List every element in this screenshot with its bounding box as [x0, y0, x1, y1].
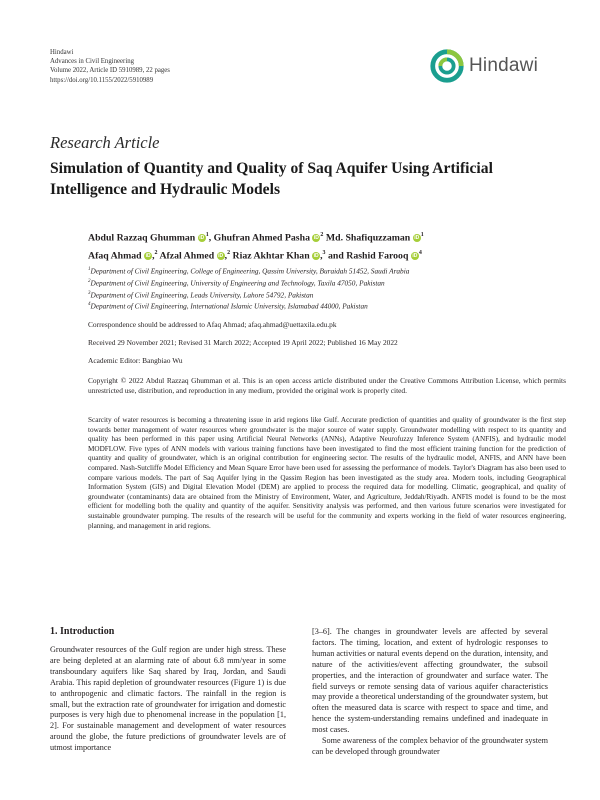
author-affiliation-number: 4: [418, 249, 422, 256]
author-connector: and: [328, 250, 344, 262]
academic-editor: Academic Editor: Bangbiao Wu: [88, 356, 183, 365]
affiliation-text: Department of Civil Engineering, International Islamic University, Islamabad 44000, Pakistan: [90, 301, 368, 311]
orcid-icon[interactable]: iD: [313, 253, 319, 260]
affiliation-text: Department of Civil Engineering, University of Engineering and Technology, Taxila 47050, Pakistan: [90, 278, 385, 288]
author-affiliation-number: 2: [320, 232, 324, 238]
copyright-notice: Copyright © 2022 Abdul Razzaq Ghumman et al. This is an open access article distributed under the Creative Commons Attribution License, which permits unrestricted use, distribution, and reproduction in any medium, provided the original work is properly cited.: [88, 376, 566, 395]
affiliation-text: Department of Civil Engineering, Leads University, Lahore 54792, Pakistan: [90, 290, 314, 300]
affiliation-number: 4: [88, 302, 91, 308]
affiliation-item: [88, 277, 568, 289]
hindawi-logo-icon: [428, 47, 466, 85]
orcid-icon[interactable]: iD: [414, 235, 420, 242]
affiliation-number: 1: [88, 267, 91, 272]
abstract-text: Scarcity of water resources is becoming a threatening issue in arid regions like Gulf. Accurate prediction of quantities and quality of groundwater is the first step towards better management of water resources where groundwater is the major source of water supply. Groundwater modelling with respect to its quantity and quality has been performed in this paper using Artificial Neural Networks (ANNs), Adaptive Neurofuzzy Inference System (ANFIS), and hydraulic model MODFLOW. Five types of ANN models with various training functions have been investigated to find the most efficient training function for the prediction of quantity and quality of groundwater, which is an original contribution for engineering sector. The results of the hydraulic model, ANFIS, and ANN have been compared. Nash-Sutcliffe Model Efficiency and Mean Square Error have been used for assessing the performance of models. Taylor's Diagram has also been used to compare various models. The part of Saq Aquifer lying in the Qassim Region has been investigated as the study area. Modern tools, including Geographical Information System (GIS) and Digital Elevation Model (DEM) are applied to process the required data for modelling. Climatic, geographical, and quality of groundwater (contaminants) data are obtained from the Ministry of Environment, Water, and Agriculture, Jeddah/Riyadh. ANFIS model is found to be the most efficient for modelling both the quality and quantity of the aquifer. Sensitivity analysis was performed, and then various future scenarios were investigated for sustainable groundwater pumping. The results of the research will be useful for the community and experts working in the field of water resources engineering, planning, and management in arid regions.: [88, 416, 566, 530]
orcid-icon[interactable]: iD: [199, 235, 205, 242]
affiliation-number: 2: [88, 278, 91, 284]
section-heading-introduction: 1. Introduction: [50, 626, 115, 637]
body-column-left: [50, 645, 286, 754]
affiliation-item: [88, 265, 568, 277]
journal-publisher: Hindawi: [50, 49, 74, 56]
author-name[interactable]: Riaz Akhtar Khan: [232, 250, 310, 262]
author-name[interactable]: Afaq Ahmad: [88, 250, 142, 262]
hindawi-logo[interactable]: [428, 47, 560, 85]
affiliation-number: 3: [88, 290, 91, 296]
affiliations: [88, 265, 568, 312]
article-type: Research Article: [50, 133, 160, 152]
orcid-icon[interactable]: iD: [313, 235, 319, 242]
author-affiliation-number: 1: [205, 232, 209, 238]
author-name[interactable]: Rashid Farooq: [346, 250, 409, 262]
body-paragraph: Some awareness of the complex behavior of the groundwater system can be developed through groundwater: [312, 736, 548, 756]
author-list: Abdul Razzaq Ghumman $iD^1$, Ghufran Ahmed Pasha $iD^2$ Md. Shafiquzzaman $iD^1$ Afaq Ahmad iD ,$^2$ Afzal Ahmed iD ,$^2$ Riaz Akhtar Khan iD ,$^3$ and Rashid Farooq $iD^4$: [88, 232, 424, 262]
journal-doi[interactable]: https://doi.org/10.1155/2022/5910989: [50, 76, 154, 84]
body-column-right: [312, 627, 548, 758]
author-name[interactable]: Abdul Razzaq Ghumman: [88, 232, 196, 244]
body-paragraph: Groundwater resources of the Gulf region are under high stress. These are being depleted at an alarming rate of about 6.8 mm/year in some transboundary aquifers like Saq shared by Iraq, Jordan, and Saudi Arabia. This rapid depletion of groundwater resources (Figure 1) is due to anthropogenic and climatic factors. The rainfall in the region is small, but the extraction rate of groundwater for irrigation and domestic purposes is very high due to phenomenal increase in the population [1, 2]. For sustainable management and development of water resources around the globe, the future predictions of groundwater levels are of utmost importance: [50, 645, 286, 753]
journal-info: [50, 48, 170, 85]
journal-name: Advances in Civil Engineering: [50, 58, 134, 66]
affiliation-item: [88, 289, 568, 301]
author-name[interactable]: Ghufran Ahmed Pasha: [213, 232, 310, 244]
author-affiliation-number: 3: [322, 249, 326, 256]
publication-dates: Received 29 November 2021; Revised 31 March 2022; Accepted 19 April 2022; Published 16 May 2022: [88, 338, 398, 347]
author-affiliation-number: 1: [420, 232, 424, 238]
hindawi-logo-text: Hindawi: [469, 55, 538, 76]
affiliation-text: Department of Civil Engineering, College of Engineering, Qassim University, Buraidah 51452, Saudi Arabia: [90, 266, 410, 276]
author-name[interactable]: Afzal Ahmed: [159, 250, 215, 262]
orcid-icon[interactable]: iD: [412, 253, 418, 260]
affiliation-item: [88, 300, 568, 312]
author-affiliation-number: 2: [154, 249, 158, 256]
journal-volume: Volume 2022, Article ID 5910989, 22 pages: [50, 67, 170, 75]
body-paragraph: [3–6]. The changes in groundwater levels are affected by several factors. The timing, location, and extent of hydrologic responses to human activities or natural events depend on the duration, intensity, and nature of the activities/event affecting groundwater, the subsoil properties, and the interaction of groundwater and surface water. The field surveys or remote sensing data of various aquifer characteristics may provide a theoretical understanding of the groundwater system, but often the measured data is scarce with respect to space and time, and hence the system-understanding remains undefined and inadequate in most cases.: [312, 627, 548, 735]
orcid-icon[interactable]: iD: [145, 253, 151, 260]
author-name[interactable]: Md. Shafiquzzaman: [325, 232, 411, 244]
orcid-icon[interactable]: iD: [218, 253, 224, 260]
correspondence-line[interactable]: Correspondence should be addressed to Afaq Ahmad; afaq.ahmad@uettaxila.edu.pk: [88, 320, 337, 329]
author-affiliation-number: 2: [227, 249, 231, 256]
article-title: Simulation of Quantity and Quality of Saq Aquifer Using Artificial Intelligence and Hydraulic Models: [50, 160, 493, 198]
